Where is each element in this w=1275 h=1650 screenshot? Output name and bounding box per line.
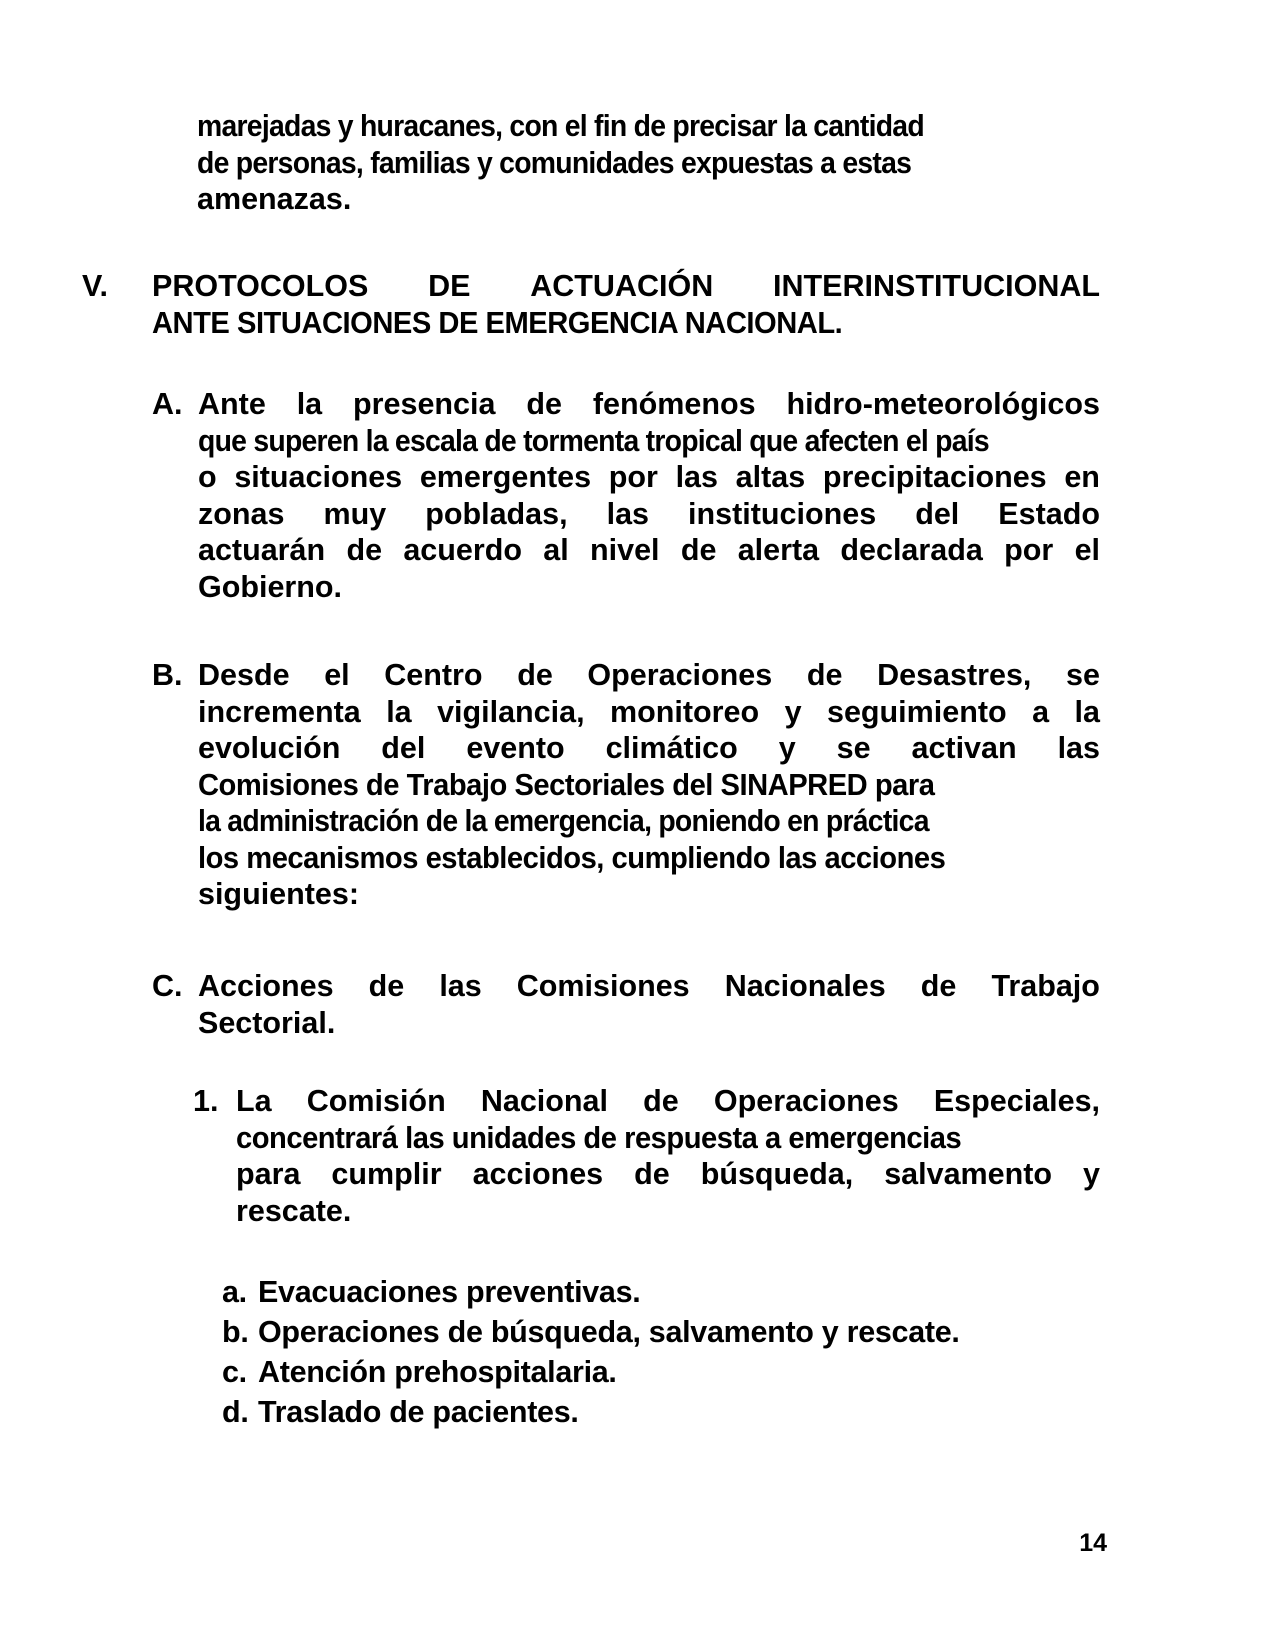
word: INTERINSTITUCIONAL bbox=[772, 269, 1100, 303]
item-body bbox=[198, 968, 1100, 1041]
word: La bbox=[236, 1084, 272, 1118]
line-text: de personas, familias y comunidades expuestas a estas bbox=[197, 145, 912, 180]
word: precipitaciones bbox=[822, 460, 1047, 494]
word: del bbox=[381, 731, 426, 765]
sub-list-item bbox=[222, 1312, 1100, 1352]
word: Especiales, bbox=[933, 1084, 1100, 1118]
word: de bbox=[643, 1084, 679, 1118]
word: las bbox=[1057, 731, 1100, 765]
word: de bbox=[806, 658, 843, 692]
line-text: concentrará las unidades de respuesta a emergencias bbox=[236, 1120, 962, 1155]
word: seguimiento bbox=[827, 694, 1007, 729]
word: Nacional bbox=[480, 1084, 608, 1118]
page-number: 14 bbox=[1079, 1529, 1107, 1557]
item-marker: 1. bbox=[193, 1084, 219, 1118]
word: Comisiones bbox=[516, 969, 690, 1003]
item-line bbox=[198, 803, 1037, 840]
word: salvamento bbox=[884, 1157, 1053, 1191]
item-line bbox=[198, 840, 1059, 877]
item-body bbox=[236, 1083, 1100, 1229]
line-text: Comisiones de Trabajo Sectoriales del SINAPRED para bbox=[198, 767, 935, 802]
word: las bbox=[439, 969, 482, 1003]
word: acuerdo bbox=[403, 533, 522, 567]
line-text: marejadas y huracanes, con el fin de precisar la cantidad bbox=[197, 109, 924, 143]
word: actuarán bbox=[198, 533, 326, 567]
paragraph-line bbox=[197, 145, 1037, 182]
sub-list-item bbox=[222, 1272, 1100, 1312]
item-marker: C. bbox=[152, 969, 183, 1003]
word: al bbox=[543, 533, 569, 567]
word: muy bbox=[323, 496, 387, 531]
word: para bbox=[236, 1157, 301, 1191]
word: y bbox=[778, 731, 796, 765]
section-heading-body bbox=[152, 268, 1100, 341]
word: evolución bbox=[198, 731, 341, 765]
item-marker: A. bbox=[152, 387, 183, 421]
line-text: Gobierno. bbox=[198, 569, 343, 604]
word: la bbox=[386, 694, 412, 729]
item-line bbox=[198, 657, 1100, 694]
heading-line bbox=[152, 305, 1057, 342]
item-body bbox=[198, 657, 1100, 913]
item-line bbox=[198, 423, 1037, 460]
word: el bbox=[1074, 533, 1100, 567]
word: climático bbox=[605, 731, 738, 765]
item-body bbox=[198, 386, 1100, 605]
word: ACTUACIÓN bbox=[530, 269, 714, 303]
word: se bbox=[1066, 658, 1100, 692]
section-marker: V. bbox=[82, 269, 109, 303]
item-line bbox=[198, 496, 1100, 533]
word: de bbox=[920, 969, 957, 1003]
word: Centro bbox=[384, 658, 483, 692]
word: y bbox=[784, 694, 802, 729]
line-text: siguientes: bbox=[198, 877, 360, 911]
word: de bbox=[680, 533, 717, 567]
word: de bbox=[634, 1157, 670, 1191]
word: incrementa bbox=[198, 694, 361, 729]
numbered-item-1 bbox=[193, 1083, 1100, 1229]
item-line bbox=[236, 1120, 1061, 1157]
word: activan bbox=[911, 731, 1017, 765]
item-line bbox=[236, 1156, 1100, 1193]
word: por bbox=[608, 460, 658, 494]
word: en bbox=[1064, 460, 1100, 494]
word: Nacionales bbox=[724, 969, 886, 1003]
word: DE bbox=[428, 269, 471, 303]
item-line bbox=[198, 876, 1100, 913]
sub-item-text: Traslado de pacientes. bbox=[258, 1395, 579, 1429]
item-line bbox=[198, 1005, 1100, 1042]
line-text: ANTE SITUACIONES DE EMERGENCIA NACIONAL. bbox=[152, 305, 843, 340]
word: a bbox=[1032, 694, 1050, 729]
heading-line bbox=[152, 268, 1100, 305]
word: o bbox=[198, 460, 217, 494]
word: PROTOCOLOS bbox=[152, 269, 369, 303]
word: evento bbox=[466, 731, 565, 765]
word: pobladas, bbox=[425, 496, 568, 531]
word: de bbox=[346, 533, 383, 567]
word: de bbox=[368, 969, 405, 1003]
word: el bbox=[324, 658, 350, 692]
item-line bbox=[236, 1083, 1100, 1120]
line-text: la administración de la emergencia, poniendo en práctica bbox=[198, 804, 929, 838]
word: nivel bbox=[590, 533, 660, 567]
word: por bbox=[1004, 533, 1054, 567]
sub-list bbox=[222, 1272, 1100, 1432]
word: Operaciones bbox=[587, 658, 773, 692]
paragraph-line bbox=[197, 108, 1037, 145]
word: vigilancia, bbox=[437, 694, 585, 729]
item-line bbox=[198, 767, 1059, 804]
sub-item-marker: a. bbox=[222, 1275, 247, 1309]
line-text: rescate. bbox=[236, 1193, 352, 1228]
item-line bbox=[198, 694, 1100, 731]
word: instituciones bbox=[688, 496, 877, 531]
continuation-paragraph bbox=[197, 108, 1100, 218]
word: Trabajo bbox=[991, 969, 1100, 1003]
item-marker: B. bbox=[152, 658, 183, 692]
word: Comisión bbox=[306, 1084, 446, 1118]
word: emergentes bbox=[419, 460, 592, 494]
word: las bbox=[606, 496, 650, 531]
lettered-item-c bbox=[152, 968, 1100, 1041]
word: Acciones bbox=[198, 969, 334, 1003]
word: presencia bbox=[353, 387, 496, 421]
item-line bbox=[198, 968, 1100, 1005]
word: Desastres, bbox=[877, 658, 1032, 692]
section-heading-v bbox=[82, 268, 1100, 341]
word: acciones bbox=[472, 1157, 604, 1191]
word: la bbox=[296, 387, 323, 421]
paragraph-line bbox=[197, 181, 1100, 218]
item-line bbox=[198, 532, 1100, 569]
word: cumplir bbox=[331, 1157, 442, 1191]
word: búsqueda, bbox=[700, 1157, 854, 1191]
sub-item-marker: c. bbox=[222, 1355, 247, 1389]
word: de bbox=[526, 387, 562, 421]
lettered-item-b bbox=[152, 657, 1100, 913]
item-line bbox=[198, 569, 1100, 606]
line-text: Sectorial. bbox=[198, 1005, 336, 1040]
item-line bbox=[198, 459, 1100, 496]
word: las bbox=[675, 460, 718, 494]
item-line bbox=[198, 386, 1100, 423]
word: de bbox=[517, 658, 553, 692]
word: monitoreo bbox=[610, 694, 760, 729]
word: Desde bbox=[198, 658, 290, 692]
lettered-item-a bbox=[152, 386, 1100, 605]
word: altas bbox=[735, 460, 806, 494]
sub-item-marker: b. bbox=[222, 1315, 249, 1349]
word: alerta bbox=[737, 533, 820, 567]
word: se bbox=[836, 731, 871, 765]
word: Ante bbox=[198, 387, 266, 421]
word: la bbox=[1074, 694, 1100, 729]
sub-list-item bbox=[222, 1392, 1100, 1432]
line-text: los mecanismos establecidos, cumpliendo las acciones bbox=[198, 840, 946, 875]
word: y bbox=[1083, 1157, 1100, 1191]
line-text: que superen la escala de tormenta tropical que afecten el país bbox=[198, 423, 989, 458]
word: Operaciones bbox=[713, 1084, 899, 1118]
line-text: amenazas. bbox=[197, 182, 352, 216]
word: Estado bbox=[998, 496, 1100, 531]
sub-list-item bbox=[222, 1352, 1100, 1392]
word: zonas bbox=[198, 496, 285, 531]
sub-item-text: Atención prehospitalaria. bbox=[258, 1355, 617, 1389]
word: hidro-meteorológicos bbox=[786, 387, 1100, 421]
word: del bbox=[915, 496, 960, 531]
sub-item-text: Operaciones de búsqueda, salvamento y rescate. bbox=[258, 1315, 960, 1349]
sub-item-marker: d. bbox=[222, 1395, 249, 1429]
word: fenómenos bbox=[592, 387, 756, 421]
word: situaciones bbox=[234, 460, 403, 494]
item-line bbox=[236, 1193, 1100, 1230]
item-line bbox=[198, 730, 1100, 767]
word: declarada bbox=[840, 533, 983, 567]
sub-item-text: Evacuaciones preventivas. bbox=[258, 1275, 641, 1309]
